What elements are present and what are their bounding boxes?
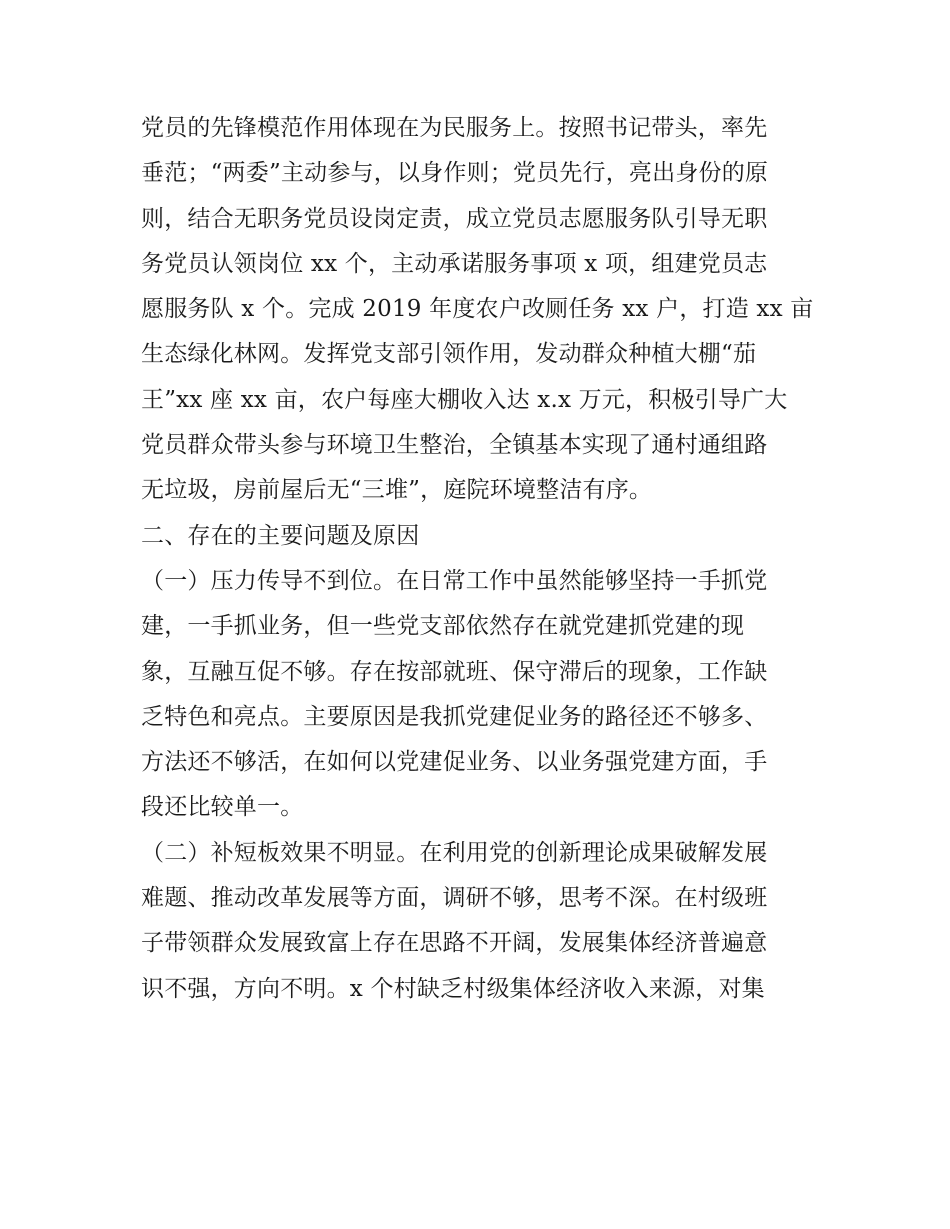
text-line: 党员群众带头参与环境卫生整治，全镇基本实现了通村通组路 xyxy=(141,432,768,459)
text-line: 子带领群众发展致富上存在思路不开阔，发展集体经济普遍意 xyxy=(141,930,768,957)
text-line: 象，互融互促不够。存在按部就班、保守滞后的现象，工作缺 xyxy=(141,658,768,685)
text-line: 愿服务队 x 个。完成 2019 年度农户改厕任务 xx 户，打造 xx 亩 xyxy=(141,296,814,323)
text-line: 识不强，方向不明。x 个村缺乏村级集体经济收入来源，对集 xyxy=(141,975,765,1002)
document-body xyxy=(141,106,813,1012)
text-line: 建，一手抓业务，但一些党支部依然存在就党建抓党建的现 xyxy=(141,613,745,640)
text-line: 则，结合无职务党员设岗定责，成立党员志愿服务队引导无职 xyxy=(141,205,768,232)
text-line: 生态绿化林网。发挥党支部引领作用，发动群众种植大棚“茄 xyxy=(141,341,757,368)
text-line: 难题、推动改革发展等方面，调研不够，思考不深。在村级班 xyxy=(141,885,768,912)
text-line: （二）补短板效果不明显。在利用党的创新理论成果破解发展 xyxy=(141,839,768,866)
text-line: （一）压力传导不到位。在日常工作中虽然能够坚持一手抓党 xyxy=(141,567,768,594)
text-line: 垂范；“两委”主动参与，以身作则；党员先行，亮出身份的原 xyxy=(141,160,769,187)
text-line: 段还比较单一。 xyxy=(141,794,304,821)
text-line: 方法还不够活，在如何以党建促业务、以业务强党建方面，手 xyxy=(141,749,768,776)
section-heading: 二、存在的主要问题及原因 xyxy=(141,522,420,549)
text-line: 王”xx 座 xx 亩，农户每座大棚收入达 x.x 万元，积极引导广大 xyxy=(141,386,788,413)
text-line: 党员的先锋模范作用体现在为民服务上。按照书记带头，率先 xyxy=(141,115,768,141)
text-line: 乏特色和亮点。主要原因是我抓党建促业务的路径还不够多、 xyxy=(141,703,768,730)
text-line: 无垃圾，房前屋后无“三堆”，庭院环境整洁有序。 xyxy=(141,477,653,504)
text-line: 务党员认领岗位 xx 个，主动承诺服务事项 x 项，组建党员志 xyxy=(141,250,768,277)
